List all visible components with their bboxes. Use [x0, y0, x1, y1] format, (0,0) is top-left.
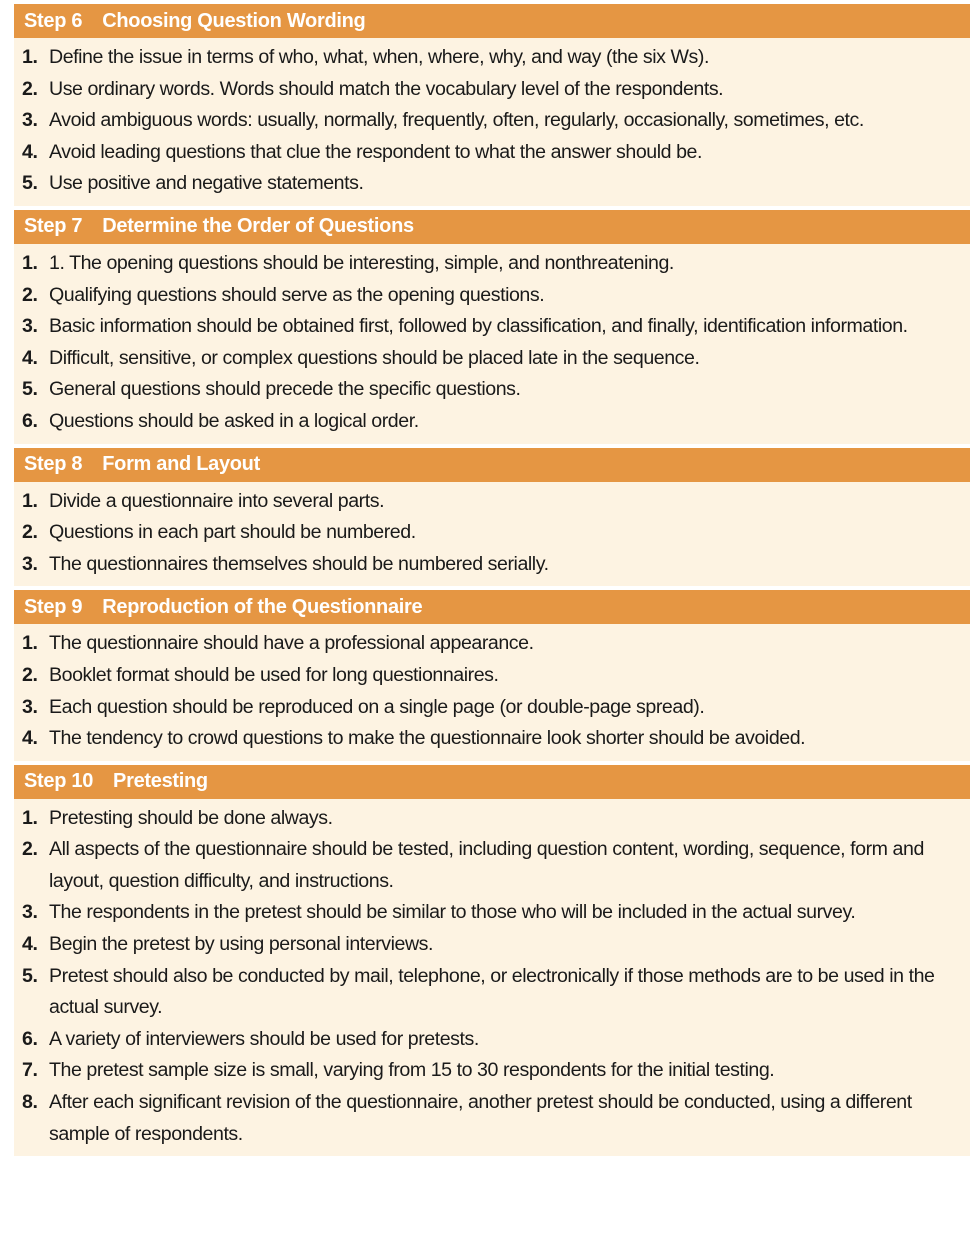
item-number: 3. — [22, 901, 38, 924]
step-8-header — [14, 448, 970, 482]
list-item — [22, 280, 960, 312]
item-number: 4. — [22, 727, 38, 750]
step-10-list — [14, 799, 970, 1157]
step-10-header — [14, 765, 970, 799]
item-text: 1. The opening questions should be interesting, simple, and nonthreatening. — [49, 251, 674, 274]
step-6-header — [14, 4, 970, 38]
list-item — [22, 723, 960, 755]
list-item — [22, 406, 960, 438]
item-number: 5. — [22, 172, 38, 195]
item-number: 3. — [22, 315, 38, 338]
item-number: 3. — [22, 109, 38, 132]
step-6-title: Choosing Question Wording — [102, 9, 366, 32]
step-7-label: Step 7 — [24, 215, 83, 238]
item-text: Questions in each part should be numbered. — [49, 521, 416, 544]
step-10-label: Step 10 — [24, 770, 94, 793]
item-number: 7. — [22, 1059, 38, 1082]
item-text: Avoid ambiguous words: usually, normally, frequently, often, regularly, occasionally, sometimes, etc. — [49, 109, 864, 132]
step-9-label: Step 9 — [24, 595, 83, 618]
item-text: Basic information should be obtained first, followed by classification, and finally, identification information. — [49, 315, 908, 338]
list-item — [22, 834, 960, 897]
item-number: 1. — [22, 632, 38, 655]
list-item — [22, 517, 960, 549]
item-number: 4. — [22, 933, 38, 956]
item-number: 2. — [22, 521, 38, 544]
step-9-header — [14, 590, 970, 624]
list-item — [22, 343, 960, 375]
item-text: Each question should be reproduced on a single page (or double-page spread). — [49, 695, 705, 718]
list-item — [22, 549, 960, 581]
item-number: 8. — [22, 1091, 38, 1114]
item-text: Booklet format should be used for long questionnaires. — [49, 663, 499, 686]
step-8-label: Step 8 — [24, 453, 83, 476]
step-9-section — [14, 590, 970, 760]
step-9-list — [14, 624, 970, 760]
item-text: All aspects of the questionnaire should be tested, including question content, wording, sequence, form and layout, question difficulty, and instructions. — [49, 838, 924, 892]
step-7-title: Determine the Order of Questions — [102, 215, 414, 238]
list-item — [22, 168, 960, 200]
list-item — [22, 929, 960, 961]
item-number: 1. — [22, 46, 38, 68]
item-text: Use positive and negative statements. — [49, 172, 364, 195]
item-text: Avoid leading questions that clue the respondent to what the answer should be. — [49, 140, 702, 163]
item-text: After each significant revision of the questionnaire, another pretest should be conducted, using a different sample of respondents. — [49, 1091, 912, 1145]
list-item — [22, 486, 960, 518]
item-text: A variety of interviewers should be used for pretests. — [49, 1027, 479, 1050]
list-item — [22, 311, 960, 343]
item-number: 3. — [22, 695, 38, 718]
step-6-list — [14, 38, 970, 206]
list-item — [22, 803, 960, 835]
item-number: 1. — [22, 251, 38, 274]
item-number: 5. — [22, 378, 38, 401]
step-10-title: Pretesting — [113, 770, 208, 793]
list-item — [22, 660, 960, 692]
item-number: 4. — [22, 140, 38, 163]
list-item — [22, 74, 960, 106]
item-number: 2. — [22, 663, 38, 686]
item-text: The pretest sample size is small, varying from 15 to 30 respondents for the initial testing. — [49, 1059, 775, 1082]
list-item — [22, 692, 960, 724]
step-10-section — [14, 765, 970, 1157]
list-item — [22, 137, 960, 169]
item-text: The questionnaire should have a professional appearance. — [49, 632, 534, 655]
item-text: Qualifying questions should serve as the opening questions. — [49, 283, 545, 306]
step-9-title: Reproduction of the Questionnaire — [102, 595, 423, 618]
item-number: 1. — [22, 806, 38, 829]
step-8-section — [14, 448, 970, 587]
list-item — [22, 1087, 960, 1150]
list-item — [22, 961, 960, 1024]
item-number: 6. — [22, 1027, 38, 1050]
list-item — [22, 374, 960, 406]
item-number: 2. — [22, 283, 38, 306]
item-number: 5. — [22, 964, 38, 987]
item-number: 2. — [22, 77, 38, 100]
list-item — [22, 248, 960, 280]
item-text: Use ordinary words. Words should match the vocabulary level of the respondents. — [49, 77, 724, 100]
item-text: General questions should precede the specific questions. — [49, 378, 521, 401]
step-7-header — [14, 210, 970, 244]
item-number: 4. — [22, 346, 38, 369]
item-text: Difficult, sensitive, or complex questions should be placed late in the sequence. — [49, 346, 700, 369]
step-7-section — [14, 210, 970, 444]
list-item — [22, 897, 960, 929]
item-text: The questionnaires themselves should be numbered serially. — [49, 552, 549, 575]
list-item — [22, 1055, 960, 1087]
item-number: 6. — [22, 409, 38, 432]
item-text: The tendency to crowd questions to make the questionnaire look shorter should be avoided. — [49, 727, 806, 750]
item-text: Pretesting should be done always. — [49, 806, 333, 829]
list-item — [22, 1024, 960, 1056]
step-6-label: Step 6 — [24, 9, 83, 32]
questionnaire-steps-document — [14, 4, 970, 1160]
item-text: Define the issue in terms of who, what, when, where, why, and way (the six Ws). — [49, 46, 709, 68]
list-item — [22, 628, 960, 660]
list-item — [22, 42, 960, 74]
step-6-section — [14, 4, 970, 206]
step-8-title: Form and Layout — [102, 453, 260, 476]
item-number: 2. — [22, 838, 38, 861]
item-number: 1. — [22, 489, 38, 512]
step-8-list — [14, 482, 970, 587]
item-text: Questions should be asked in a logical order. — [49, 409, 419, 432]
step-7-list — [14, 244, 970, 444]
item-text: Begin the pretest by using personal interviews. — [49, 933, 434, 956]
list-item — [22, 105, 960, 137]
item-text: Divide a questionnaire into several parts. — [49, 489, 385, 512]
item-text: Pretest should also be conducted by mail, telephone, or electronically if those methods are to be used in the actual survey. — [49, 964, 935, 1019]
item-text: The respondents in the pretest should be similar to those who will be included in the actual survey. — [49, 901, 856, 924]
item-number: 3. — [22, 552, 38, 575]
